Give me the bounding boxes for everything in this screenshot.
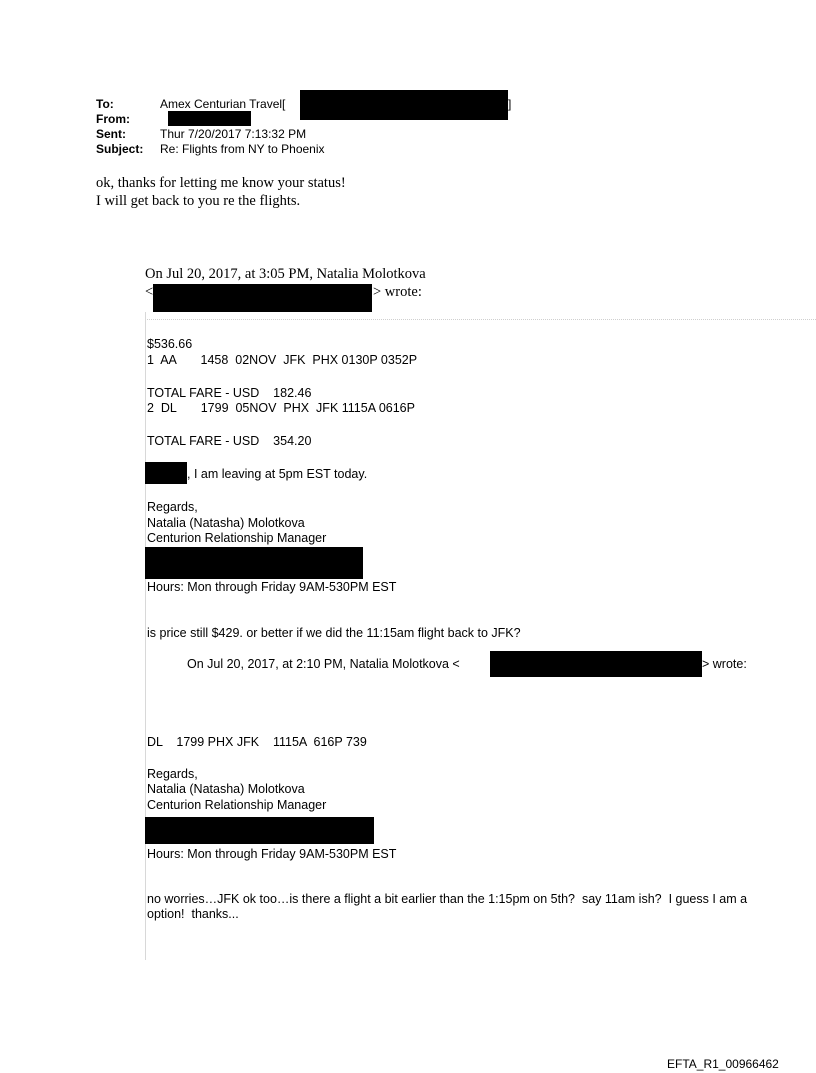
quote-flight-3: DL 1799 PHX JFK 1115A 616P 739 bbox=[147, 735, 367, 749]
redaction-reply-email bbox=[153, 284, 372, 312]
body-line-1: ok, thanks for letting me know your status! bbox=[96, 175, 346, 191]
quote-fare-2: TOTAL FARE - USD 354.20 bbox=[147, 434, 312, 448]
quote-question: is price still $429. or better if we did the 11:15am flight back to JFK? bbox=[147, 626, 521, 640]
quote-worries-line-1: no worries…JFK ok too…is there a flight a bit earlier than the 1:15pm on 5th? say 11am ish? I guess I am a bbox=[147, 892, 748, 906]
quote-fare-1: TOTAL FARE - USD 182.46 bbox=[147, 386, 312, 400]
quote-leaving: , I am leaving at 5pm EST today. bbox=[187, 467, 368, 481]
to-value: Amex Centurian Travel[ bbox=[160, 97, 286, 111]
quote-signature-name: Natalia (Natasha) Molotkova bbox=[147, 516, 305, 530]
body-line-2: I will get back to you re the flights. bbox=[96, 193, 301, 209]
redaction-signature-contact bbox=[145, 547, 363, 579]
quote-regards-2: Regards, bbox=[147, 767, 198, 781]
redaction-from bbox=[168, 111, 251, 126]
to-close-bracket: ] bbox=[508, 97, 512, 111]
sent-value: Thur 7/20/2017 7:13:32 PM bbox=[160, 127, 307, 141]
quote-wrote-2: > wrote: bbox=[702, 657, 747, 671]
quote-hours-2: Hours: Mon through Friday 9AM-530PM EST bbox=[147, 847, 397, 861]
quote-regards: Regards, bbox=[147, 500, 198, 514]
reply-wrote: > wrote: bbox=[373, 284, 422, 300]
quote-top-rule bbox=[145, 319, 816, 321]
quote-hours: Hours: Mon through Friday 9AM-530PM EST bbox=[147, 580, 397, 594]
quote-signature-name-2: Natalia (Natasha) Molotkova bbox=[147, 782, 305, 796]
quote-attribution-2: On Jul 20, 2017, at 2:10 PM, Natalia Molotkova < bbox=[187, 657, 460, 671]
quote-worries-line-2: option! thanks... bbox=[147, 907, 239, 921]
quote-price: $536.66 bbox=[147, 337, 193, 351]
reply-attribution: On Jul 20, 2017, at 3:05 PM, Natalia Molotkova bbox=[145, 266, 426, 282]
subject-label: Subject: bbox=[96, 142, 144, 156]
quote-signature-title: Centurion Relationship Manager bbox=[147, 531, 327, 545]
quote-bar bbox=[145, 312, 146, 960]
sent-label: Sent: bbox=[96, 127, 126, 141]
to-label: To: bbox=[96, 97, 114, 111]
redaction-signature-contact-2 bbox=[145, 817, 374, 844]
reply-lt: < bbox=[145, 284, 154, 300]
redaction-attribution-email bbox=[490, 651, 702, 677]
quote-flight-2: 2 DL 1799 05NOV PHX JFK 1115A 0616P bbox=[147, 401, 415, 415]
quote-flight-1: 1 AA 1458 02NOV JFK PHX 0130P 0352P bbox=[147, 353, 418, 367]
bates-number: EFTA_R1_00966462 bbox=[667, 1057, 779, 1071]
redaction-to-email bbox=[300, 90, 508, 120]
redaction-name bbox=[145, 462, 187, 484]
from-label: From: bbox=[96, 112, 130, 126]
subject-value: Re: Flights from NY to Phoenix bbox=[160, 142, 325, 156]
quote-signature-title-2: Centurion Relationship Manager bbox=[147, 798, 327, 812]
